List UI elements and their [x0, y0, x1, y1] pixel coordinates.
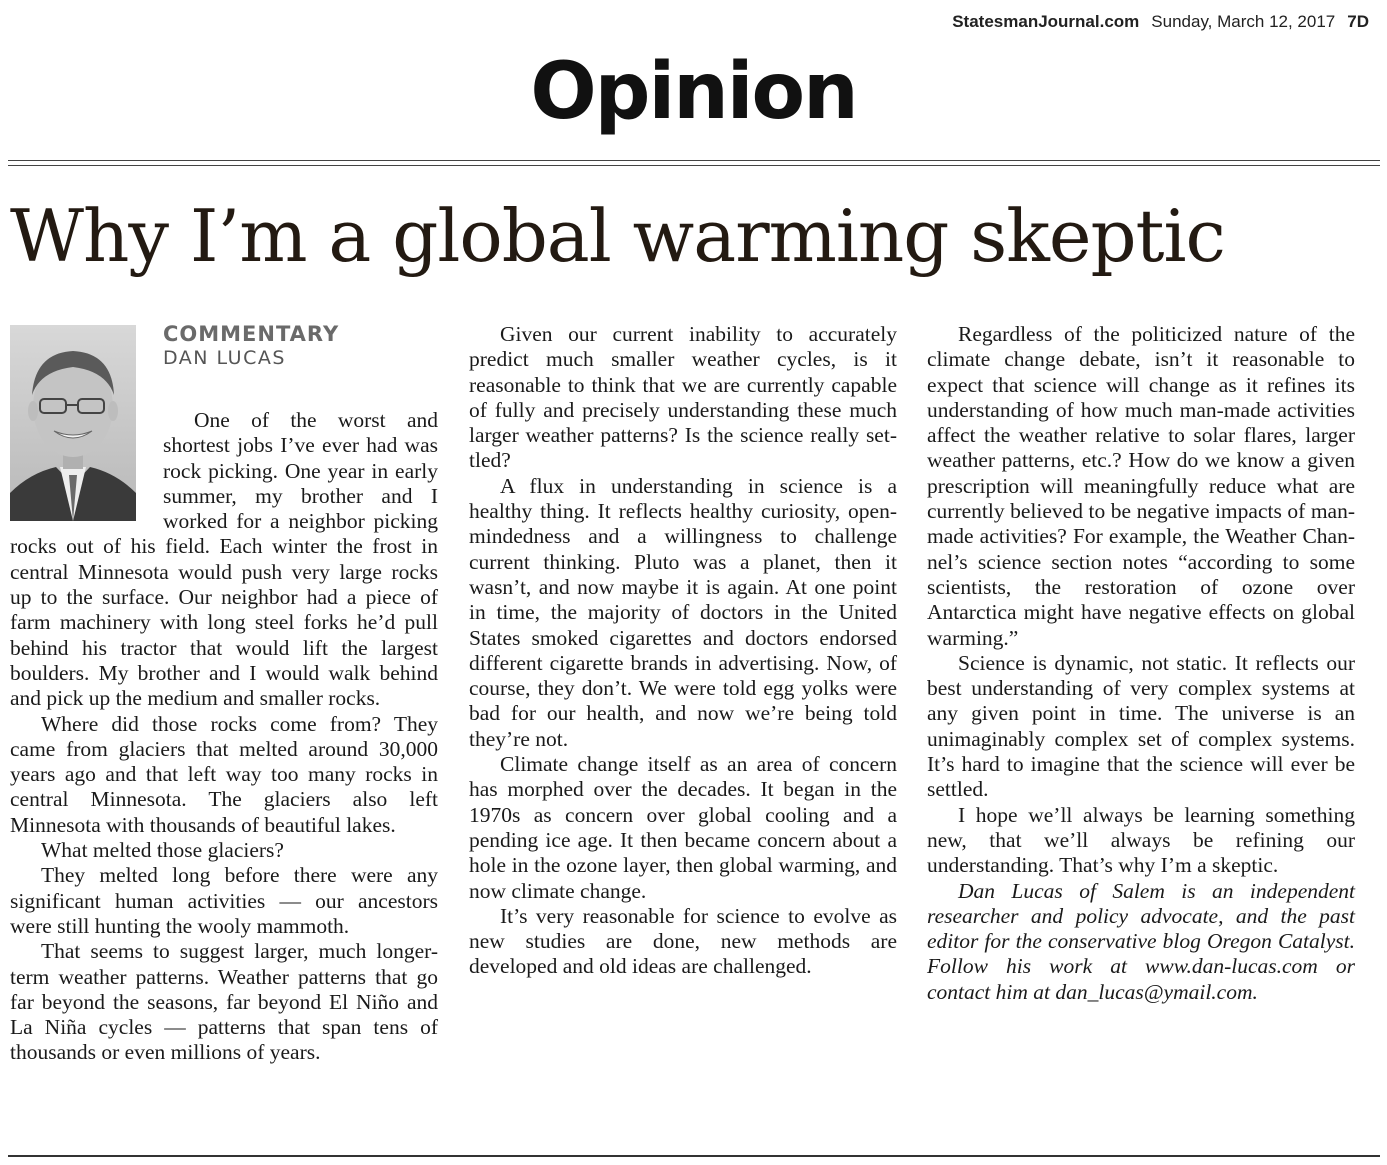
article-body — [10, 322, 1356, 1132]
paragraph: A flux in understanding in science is a healthy thing. It reflects healthy curiosity, open-mindedness and a willingness to challenge current thinking. Pluto was a planet, then it wasn’t, and now maybe it is again. At one point in time, the majority of doctors in the United States smoked cigarettes and doctors endorsed different cigarette brands in advertising. Now, of course, they don’t. We were told egg yolks were bad for our health, and now we’re being told they’re not. — [469, 473, 897, 751]
column-3 — [927, 322, 1355, 1005]
column-1 — [10, 322, 438, 1066]
byline: DAN LUCAS — [163, 347, 286, 369]
author-photo-icon — [10, 325, 136, 521]
paragraph: It’s very reasonable for science to evolve as new studies are done, new methods are developed and old ideas are challenged. — [469, 903, 897, 979]
column-2 — [469, 322, 897, 980]
page-number: 7D — [1347, 12, 1369, 31]
site-name: StatesmanJournal.com — [952, 12, 1140, 31]
paragraph: They melted long before there were any significant human activities — our ancestors were still hunting the wooly mammoth. — [10, 863, 438, 938]
paragraph: Where did those rocks come from? They came from glaciers that melted around 30,000 years ago and that left way too many rocks in central Minnesota. The glaciers also left Minnesota with thousands of beautiful lakes. — [10, 711, 438, 837]
paragraph: Given our current inability to accurately predict much smaller weather cycles, is it reasonable to think that we are currently capable of fully and precisely understanding these much larger weather patterns? Is the science really settled? — [469, 322, 897, 473]
paragraph: That seems to suggest larger, much longer-term weather patterns. Weather patterns that go far beyond the seasons, far beyond El Niño and La Niña cycles — patterns that span tens of thousands or even millions of years. — [10, 939, 438, 1065]
footer-divider — [8, 1155, 1380, 1157]
paragraph: I hope we’ll always be learning something new, that we’ll always be refining our understanding. That’s why I’m a skeptic. — [927, 802, 1355, 878]
section-title: Opinion — [530, 47, 857, 137]
paragraph: One of the worst and shortest jobs I’ve ever had was rock picking. One year in early summer, my brother and I worked for a neighbor picking rocks out of his field. Each winter the frost in central Minnesota would push very large rocks up to the surface. Our neighbor had a piece of farm machinery with long steel forks he’d pull behind his tractor that would lift the largest boulders. My brother and I would walk behind and pick up the medium and smaller rocks. — [10, 408, 438, 711]
masthead-meta — [952, 12, 1369, 32]
issue-date: Sunday, March 12, 2017 — [1151, 12, 1336, 31]
paragraph: Climate change itself as an area of concern has morphed over the decades. It began in the 1970s as concern over global cooling and a pending ice age. It then became concern about a hole in the ozone layer, then global warming, and now climate change. — [469, 752, 897, 903]
kicker-label: COMMENTARY — [163, 322, 340, 346]
header-divider — [8, 160, 1380, 166]
paragraph: Regardless of the politicized nature of the climate change debate, isn’t it reasonable to expect that science will change as it refines its understanding of how much man-made activities affect the weather relative to solar flares, larger weather patterns, etc.? How do we know a given prescription will meaningfully reduce what are currently believed to be negative impacts of man-made activities? For example, the Weather Channel’s science section notes “according to some scientists, the restoration of ozone over Antarctica might have negative effects on global warming.” — [927, 322, 1355, 650]
paragraph: Science is dynamic, not static. It reflects our best understanding of very complex systems at any given point in time. The universe is an unimaginably complex set of complex systems. It’s hard to imagine that the science will ever be settled. — [927, 650, 1355, 802]
headline: Why I’m a global warming skeptic — [10, 194, 1225, 278]
paragraph: What melted those glaciers? — [41, 838, 284, 863]
author-bio: Dan Lucas of Salem is an independent researcher and policy advocate, and the past editor for the conservative blog Oregon Catalyst. Follow his work at www.dan-lucas.com or contact him at dan_lucas@ymail.com. — [927, 878, 1355, 1004]
